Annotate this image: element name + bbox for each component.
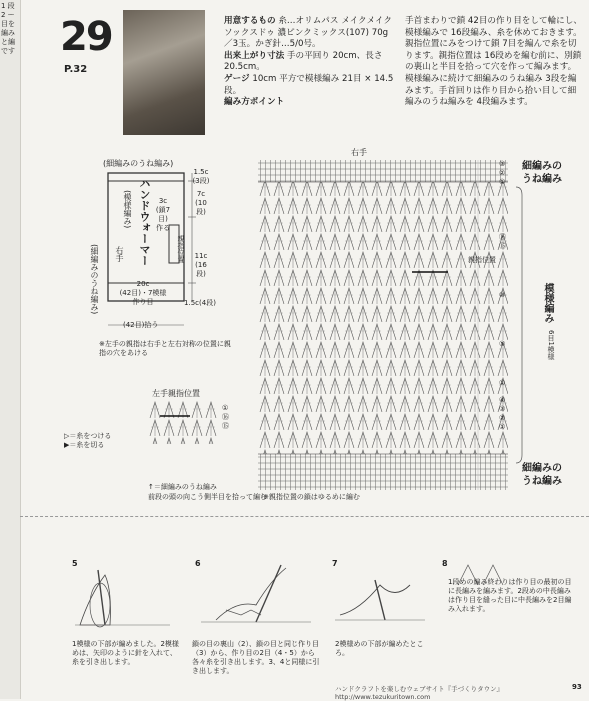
thumb-dimension: 3c (鎖7目) 作る	[155, 197, 171, 232]
adjacent-page-text: 1 段 2 ー 目を 編み と編 です	[1, 2, 15, 55]
chart-label-mid: 模様編み	[542, 283, 553, 323]
pattern-number: 29	[60, 14, 112, 60]
legend-cut: ▶＝糸を切る	[64, 441, 105, 449]
dim-r1: 1.5c (3段)	[192, 168, 210, 185]
schematic-sub1: (模様編み)	[123, 190, 132, 229]
step-8-number: 8	[442, 559, 448, 568]
chart-bracket	[514, 185, 524, 465]
chart-row-labels: ③ ② ① ⑯ ⑮ ⑩ ⑤ ① ④ ③ ② ①	[499, 160, 506, 431]
width-dimension: 20c (42目)・7模様 作り目	[119, 280, 167, 306]
bottom-dimension: (42目)拾う	[123, 321, 159, 329]
chart-label-bottom: 細編みの うね編み	[522, 463, 562, 487]
page-number: 93	[572, 683, 582, 691]
instructions-column-1: 用意するもの 糸…オリムパス メイクメイクソックスドゥ 濃ピンクミックス(107) 70g／3玉。かぎ針…5/0号。 出来上がり寸法 手の平回り 20cm、長さ 20.5cm。 ゲージ 10cm 平方で模様編み 21目 × 14.5段。 編み方ポイント	[224, 16, 394, 108]
chart-title: 右手	[351, 148, 367, 157]
dim-r2: 7c (10段)	[195, 190, 207, 216]
step-6-number: 6	[195, 559, 201, 568]
legend-rib: ↑＝細編みのうね編み	[148, 483, 217, 491]
step-8-text: 1段めの編み終わりは作り目の最初の目に長編みを編みます。2段めの中長編みは作り目を縫った目に中長編みを2目編み入れます。	[448, 578, 572, 613]
dim-r3: 11c (16段)	[194, 252, 208, 278]
schematic-title: ハンドウォーマー	[138, 178, 151, 266]
model-photo	[123, 10, 205, 135]
left-thumb-chart	[148, 400, 220, 444]
instructions-column-2: 手首まわりで鎖 42目の作り目をして輪にし、模様編みで 16段編み、糸を休めておきます。親指位置にみをつけて鎖 7目を編んで糸を切ります。親指位置は 16段めを編む前に、別鎖の裏山と半目を拾って穴を作って編みます。模様編みに続けて細編みのうね編み 3段を編みます。手首回りは作り目から拾い目して細編みのうね編みを 4段編みます。	[405, 16, 582, 108]
schematic-top-label: (細編みのうね編み)	[103, 159, 174, 168]
schematic-hand: 右手	[115, 246, 124, 262]
chart-thumb-label: 親指位置	[468, 256, 496, 264]
chart-label-top: 細編みの うね編み	[522, 161, 562, 185]
left-thumb-title: 左手親指位置	[152, 389, 200, 398]
legend-rib-desc: 前段の頭の向こう側半目を拾って編む	[148, 493, 267, 501]
step-6-text: 鎖の目の裏山（2）、鎖の目と同じ作り目（3）から、作り目の2目（4・5）から各々糸を引き出します。3、4と同様に引き出します。	[192, 640, 320, 675]
step-6-illustration	[196, 560, 316, 630]
section-divider	[20, 516, 589, 517]
footer-url: ハンドクラフトを楽しむウェブサイト『手づくりタウン』 http://www.tezukuritown.com	[335, 685, 504, 701]
step-7-illustration	[330, 565, 430, 630]
page-reference: P.32	[64, 64, 88, 75]
step-7-text: 2模様めの下部が編めたところ。	[335, 640, 424, 657]
step-5-illustration	[70, 565, 180, 635]
thumb-position-label: 親指位置	[177, 235, 185, 263]
left-thumb-rows: ① ⑯ ⑮	[222, 404, 229, 430]
adjacent-page-edge	[0, 0, 21, 699]
chart-note: ※親指位置の鎖はゆるめに編む	[263, 493, 360, 501]
schematic-side-label: (細編みのうね編み)	[90, 244, 99, 315]
step-5-number: 5	[72, 559, 78, 568]
chart-label-mid-sub: 6目1模様	[547, 330, 555, 360]
legend-attach: ▷＝糸をつける	[64, 432, 112, 440]
stitch-chart-grid	[258, 160, 510, 500]
step-5-text: 1模様の下部が編めました。2模様めは、矢印のように針を入れて、糸を引き出します。	[72, 640, 179, 666]
dim-r4: 1.5c(4段)	[184, 299, 216, 307]
schematic-note: ※左手の親指は右手と左右対称の位置に親指の穴をあける	[99, 340, 231, 357]
step-7-number: 7	[332, 559, 338, 568]
